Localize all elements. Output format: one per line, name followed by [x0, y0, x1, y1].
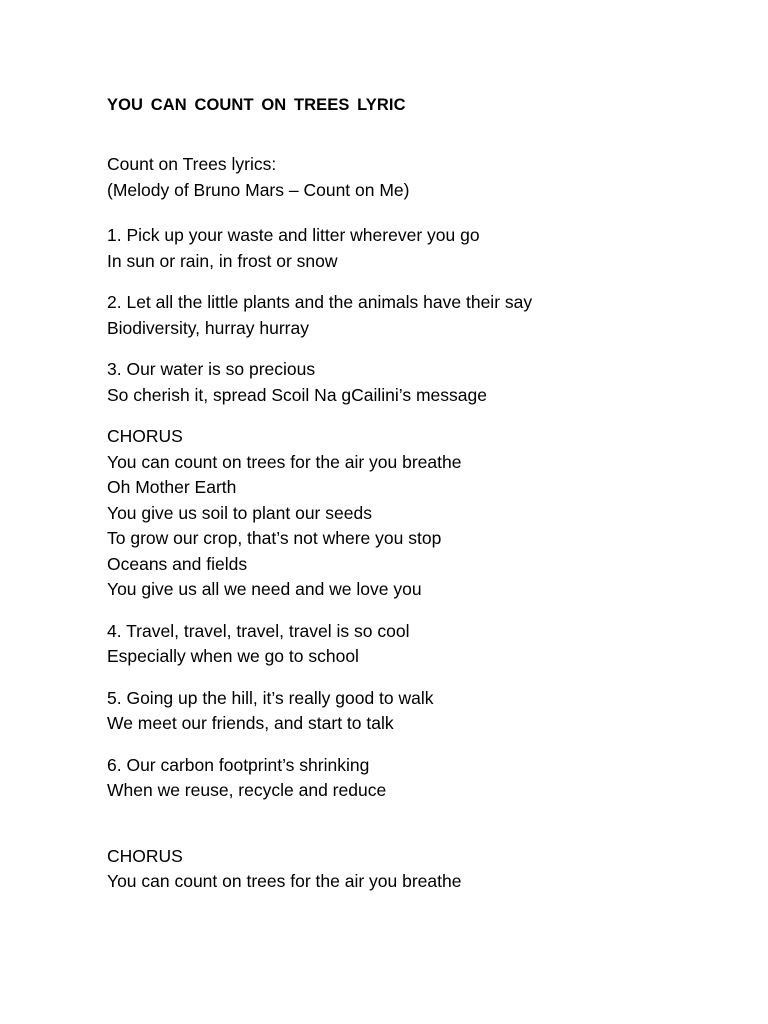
lyrics-page [107, 94, 737, 895]
verse-line: 6. Our carbon footprint’s shrinking [107, 754, 370, 775]
intro-line: (Melody of Bruno Mars – Count on Me) [107, 179, 410, 200]
chorus-line: You can count on trees for the air you breathe [107, 871, 462, 891]
verse-line: In sun or rain, in frost or snow [107, 250, 338, 271]
verse-line: 3. Our water is so precious [107, 359, 316, 379]
verse-line: 5. Going up the hill, it’s really good to walk [107, 687, 434, 708]
verse-3 [107, 357, 737, 408]
verse-line: So cherish it, spread Scoil Na gCailini’s message [107, 384, 487, 405]
chorus-line: You give us all we need and we love you [107, 579, 422, 599]
chorus-block [107, 424, 737, 603]
chorus-line: You give us soil to plant our seeds [107, 502, 372, 523]
verse-line: When we reuse, recycle and reduce [107, 780, 387, 800]
verse-line: 1. Pick up your waste and litter wherever you go [107, 225, 480, 245]
chorus-line: Oceans and fields [107, 553, 248, 574]
chorus-heading: CHORUS [107, 426, 183, 446]
verse-line: 4. Travel, travel, travel, travel is so cool [107, 620, 410, 641]
verse-line: Biodiversity, hurray hurray [107, 317, 309, 338]
verse-1 [107, 223, 737, 274]
verse-4 [107, 619, 737, 670]
chorus-line: Oh Mother Earth [107, 477, 237, 497]
chorus-line: You can count on trees for the air you breathe [107, 451, 462, 472]
verse-5 [107, 686, 737, 737]
verse-line: 2. Let all the little plants and the animals have their say [107, 292, 533, 312]
chorus-repeat-block [107, 844, 737, 895]
verse-line: Especially when we go to school [107, 646, 359, 666]
chorus-heading: CHORUS [107, 845, 183, 866]
page-title: YOU CAN COUNT ON TREES LYRIC [107, 96, 406, 114]
intro-block [107, 152, 737, 203]
verse-2 [107, 290, 737, 341]
chorus-line: To grow our crop, that’s not where you stop [107, 528, 442, 548]
intro-line: Count on Trees lyrics: [107, 154, 277, 174]
verse-6 [107, 753, 737, 804]
verse-line: We meet our friends, and start to talk [107, 713, 394, 733]
